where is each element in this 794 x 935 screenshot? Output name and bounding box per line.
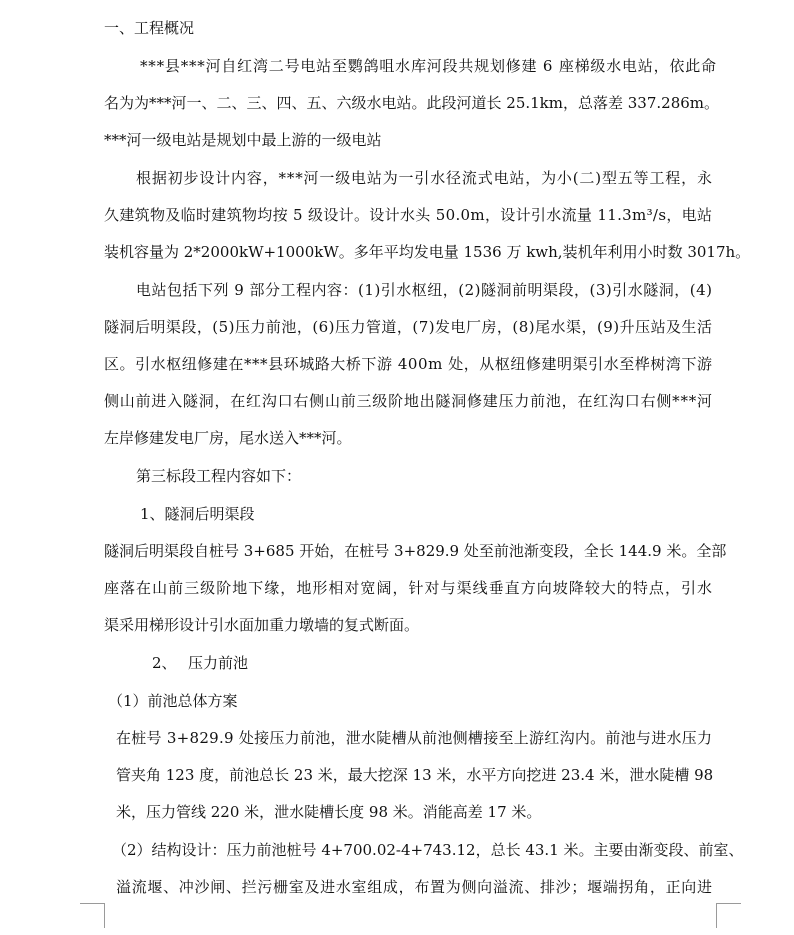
paragraph-1-line-2: 名为为***河一、二、三、四、五、六级水电站。此段河道长 25.1km，总落差 337.286m。 — [104, 94, 720, 112]
section-2-subheading-2-line-1: （2）结构设计：压力前池桩号 4+700.02-4+743.12，总长 43.1 米。主要由渐变段、前室、 — [112, 841, 744, 859]
section-2-line-2: 管夹角 123 度，前池总长 23 米，最大挖深 13 米，水平方向挖进 23.4 米，泄水陡槽 98 — [116, 766, 714, 784]
paragraph-3-line-5: 左岸修建发电厂房，尾水送入***河。 — [104, 429, 352, 447]
page-corner-mark-right — [716, 903, 741, 928]
paragraph-2-line-1: 根据初步设计内容，***河一级电站为一引水径流式电站，为小(二)型五等工程，永 — [136, 169, 713, 187]
paragraph-2-line-2: 久建筑物及临时建筑物均按 5 级设计。设计水头 50.0m，设计引水流量 11.3m³/s，电站 — [104, 206, 713, 224]
paragraph-2-line-3: 装机容量为 2*2000kW+1000kW。多年平均发电量 1536 万 kwh,装机年利用小时数 3017h。 — [104, 243, 751, 261]
section-1-line-3: 渠采用梯形设计引水面加重力墩墙的复式断面。 — [104, 616, 420, 634]
paragraph-4: 第三标段工程内容如下： — [136, 467, 302, 485]
section-2-line-1: 在桩号 3+829.9 处接压力前池，泄水陡槽从前池侧槽接至上游红沟内。前池与进水压力 — [116, 729, 713, 747]
section-2-subheading-1: （1）前池总体方案 — [108, 692, 238, 710]
section-1-line-1: 隧洞后明渠段自桩号 3+685 开始，在桩号 3+829.9 处至前池渐变段，全长 144.9 米。全部 — [104, 542, 727, 560]
paragraph-3-line-2: 隧洞后明渠段，(5)压力前池，(6)压力管道，(7)发电厂房，(8)尾水渠，(9)升压站及生活 — [104, 318, 713, 336]
section-2-title: 压力前池 — [188, 654, 249, 672]
paragraph-3-line-4: 侧山前进入隧洞，在红沟口右侧山前三级阶地出隧洞修建压力前池，在红沟口右侧***河 — [104, 392, 713, 410]
paragraph-3-line-1: 电站包括下列 9 部分工程内容：(1)引水枢纽，(2)隧洞前明渠段，(3)引水隧洞，(4) — [136, 281, 713, 299]
paragraph-3-line-3: 区。引水枢纽修建在***县环城路大桥下游 400m 处，从枢纽修建明渠引水至桦树湾下游 — [104, 355, 713, 373]
section-heading: 一、工程概况 — [104, 19, 195, 37]
paragraph-1-line-3: ***河一级电站是规划中最上游的一级电站 — [104, 131, 382, 149]
section-2-number: 2、 — [152, 654, 177, 672]
section-1-line-2: 座落在山前三级阶地下缘，地形相对宽阔，针对与渠线垂直方向坡降较大的特点，引水 — [104, 579, 714, 597]
page-corner-mark-left — [80, 903, 105, 928]
section-2-subheading-2-line-2: 溢流堰、冲沙闸、拦污栅室及进水室组成，布置为侧向溢流、排沙；堰端拐角，正向进 — [116, 878, 713, 896]
paragraph-1-line-1: ***县***河自红湾二号电站至鹦鸽咀水库河段共规划修建 6 座梯级水电站，依此命 — [140, 57, 717, 75]
section-1-title: 1、隧洞后明渠段 — [140, 505, 255, 523]
section-2-line-3: 米，压力管线 220 米，泄水陡槽长度 98 米。消能高差 17 米。 — [116, 803, 542, 821]
